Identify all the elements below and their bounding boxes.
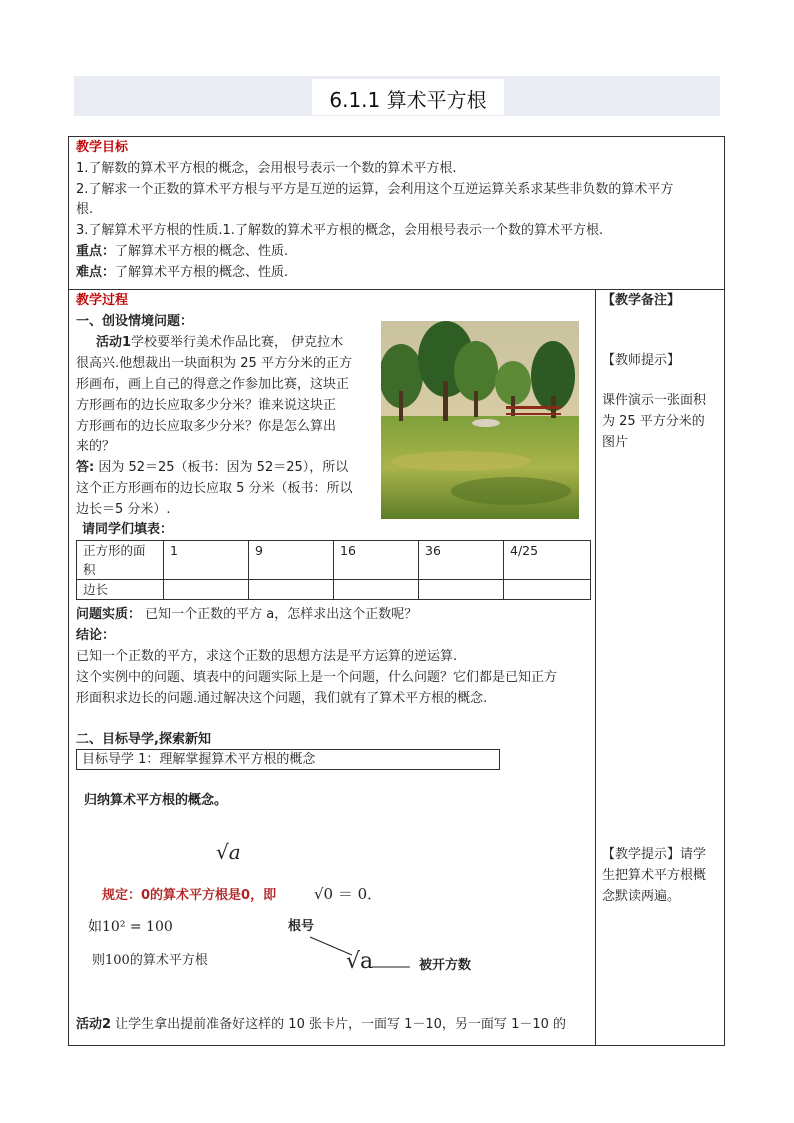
table-cell: [419, 580, 504, 600]
conclusion-label: 结论：: [76, 628, 116, 643]
table-header-text: 积: [83, 562, 96, 577]
activity1-line: [96, 333, 343, 353]
example-line: 如10² = 100: [88, 919, 173, 935]
table-cell: 9: [249, 541, 334, 580]
notes-heading: 【教学备注】: [602, 293, 681, 308]
goals-heading: 教学目标: [76, 140, 129, 155]
goal-box-text: 目标导学 1：理解掌握算术平方根的概念: [82, 752, 316, 767]
key-point: [76, 242, 288, 262]
row-divider: [68, 289, 725, 290]
fill-table-prompt: 请同学们填表：: [82, 522, 174, 537]
teacher-tip-line: 为 25 平方分米的: [602, 414, 705, 429]
answer-label: 答:: [76, 460, 95, 475]
section2-heading: 二、目标导学,探索新知: [76, 732, 211, 747]
sqrt-symbol: √a: [216, 840, 241, 864]
answer-text: 因为 52＝25（板书：因为 52＝25），所以: [94, 460, 349, 475]
table-row: [77, 580, 591, 600]
rule-formula: √0 ＝ 0．: [314, 885, 383, 903]
activity1-line: 方形画布的边长应取多少分米？谁来说这块正: [76, 398, 337, 413]
landscape-painting: [381, 321, 579, 519]
activity1-line: 很高兴.他想裁出一块面积为 25 平方分米的正方: [76, 356, 352, 371]
answer-line: 边长＝5 分米）.: [76, 502, 171, 517]
example-line: 则100的算术平方根: [92, 953, 208, 968]
essence-label: 问题实质：: [76, 607, 142, 622]
activity2-text: 让学生拿出提前准备好这样的 10 张卡片，一面写 1－10，另一面写 1－10 的: [111, 1017, 567, 1032]
teach-tip-line: 生把算术平方根概: [602, 868, 707, 883]
table-cell: [249, 580, 334, 600]
activity2-label: 活动2: [76, 1017, 112, 1032]
table-cell: [334, 580, 419, 600]
activity2-line: [76, 1015, 566, 1035]
process-heading: 教学过程: [76, 293, 129, 308]
table-cell: [504, 580, 591, 600]
conclusion-line: 已知一个正数的平方，求这个正数的思想方法是平方运算的逆运算.: [76, 649, 458, 664]
table-header-text: 正方形的面: [83, 543, 146, 558]
teacher-tip-line: 课件演示一张面积: [602, 393, 707, 408]
essence-text: 已知一个正数的平方 a，怎样求出这个正数呢？: [141, 607, 418, 622]
teacher-tip-label: 【教师提示】: [602, 353, 681, 368]
table-cell: 1: [164, 541, 249, 580]
table-cell: 36: [419, 541, 504, 580]
difficulty-point: [76, 263, 288, 283]
teacher-tip-line: 图片: [602, 435, 629, 450]
table-header-cell: [77, 541, 164, 580]
activity1-label: 活动1: [96, 335, 132, 350]
answer-line: 这个正方形画布的边长应取 5 分米（板书：所以: [76, 481, 353, 496]
column-divider: [595, 289, 596, 1046]
answer-line: [76, 458, 348, 478]
conclusion-line: 形面积求边长的问题.通过解决这个问题，我们就有了算术平方根的概念.: [76, 691, 488, 706]
table-cell: [164, 580, 249, 600]
activity1-line: 方形画布的边长应取多少分米？你是怎么算出: [76, 419, 337, 434]
table-cell: 16: [334, 541, 419, 580]
conclusion-line: 这个实例中的问题、填表中的问题实际上是一个问题，什么问题？它们都是已知正方: [76, 670, 558, 685]
activity1-line: 来的？: [76, 439, 116, 454]
table-header-cell: 边长: [77, 580, 164, 600]
goal-item: 根.: [76, 202, 94, 217]
rule-text: 规定：0的算术平方根是0，即: [102, 888, 277, 903]
fill-table: [76, 540, 591, 600]
key-label: 重点：: [76, 244, 116, 259]
section1-heading: 一、创设情境问题：: [76, 314, 194, 329]
difficulty-text: 了解算术平方根的概念、性质.: [115, 265, 289, 280]
essence-line: [76, 605, 417, 625]
teach-tip-line: 【教学提示】请学: [602, 847, 707, 862]
goal-item: 1.了解数的算术平方根的概念，会用根号表示一个数的算术平方根.: [76, 161, 457, 176]
radicand-label: 被开方数: [419, 958, 472, 973]
page-title: 6.1.1 算术平方根: [329, 88, 487, 112]
induce-text: 归纳算术平方根的概念。: [84, 793, 228, 808]
goal-item: 2.了解求一个正数的算术平方根与平方是互逆的运算，会利用这个互逆运算关系求某些非负数的算术平方: [76, 182, 674, 197]
difficulty-label: 难点：: [76, 265, 116, 280]
goal-item: 3.了解算术平方根的性质.1.了解数的算术平方根的概念，会用根号表示一个数的算术平方根.: [76, 223, 604, 238]
activity1-line: 形画布，画上自己的得意之作参加比赛，这块正: [76, 377, 350, 392]
teach-tip-line: 念默读两遍。: [602, 889, 681, 904]
table-row: [77, 541, 591, 580]
radical-sign-label: 根号: [288, 919, 315, 934]
radical-expression: √a: [346, 949, 374, 974]
table-cell: 4/25: [504, 541, 591, 580]
activity1-text: 学校要举行美术作品比赛， 伊克拉木: [131, 335, 344, 350]
key-text: 了解算术平方根的概念、性质.: [115, 244, 289, 259]
